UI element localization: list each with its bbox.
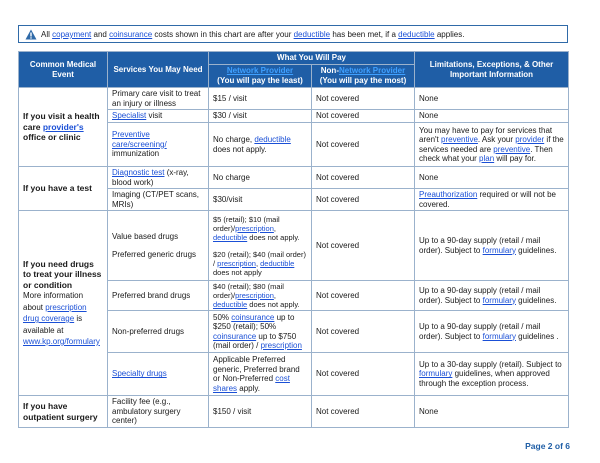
specialist-link[interactable]: Specialist	[112, 111, 147, 121]
header-services: Services You May Need	[108, 52, 209, 88]
service-cell	[108, 167, 209, 189]
cost-text: up to $250 (retail); 50%	[213, 312, 295, 331]
non-network-cost-cell: Not covered	[312, 211, 415, 281]
service-value-based: Value based drugs	[112, 232, 179, 241]
limits-cell	[415, 211, 569, 281]
non-network-cost-cell: Not covered	[312, 311, 415, 353]
deductible-link[interactable]: deductible	[293, 30, 331, 39]
prescription-link[interactable]: prescription	[235, 291, 274, 300]
service-cell: Imaging (CT/PET scans, MRIs)	[108, 189, 209, 211]
network-cost-cell: $15 / visit	[209, 88, 312, 110]
cost-text: does not apply.	[213, 144, 267, 154]
limits-text: if the services needed are	[419, 135, 564, 154]
non-network-provider-link[interactable]: Network Provider	[338, 66, 406, 75]
header-what-you-pay: What You Will Pay	[209, 52, 415, 65]
limits-cell	[415, 281, 569, 311]
limits-text: guidelines.	[515, 245, 557, 255]
table-row	[19, 88, 569, 110]
notice-text: All	[41, 30, 53, 39]
cost-text: ,	[273, 291, 276, 300]
cost-text: does not apply.	[247, 300, 300, 309]
limits-text: guidelines .	[515, 331, 559, 341]
limits-text: Up to a 90-day supply (retail / mail order). Subject to	[419, 236, 541, 255]
formulary-link[interactable]: formulary	[482, 245, 516, 255]
limits-cell: None	[415, 396, 569, 428]
non-network-cost-cell: Not covered	[312, 396, 415, 428]
service-cell: Primary care visit to treat an injury or illness	[108, 88, 209, 110]
limits-cell: None	[415, 88, 569, 110]
limits-cell	[415, 353, 569, 396]
event-text: If you visit a health care	[23, 111, 100, 132]
limits-cell	[415, 311, 569, 353]
event-outpatient-surgery: If you have outpatient surgery	[19, 396, 108, 428]
header-non-network-provider	[312, 65, 415, 88]
non-network-cost-cell: Not covered	[312, 123, 415, 167]
event-text: is available at	[23, 314, 83, 335]
prescription-link[interactable]: prescription	[235, 223, 274, 233]
service-cell: Facility fee (e.g., ambulatory surgery center)	[108, 396, 209, 428]
non-network-cost-cell: Not covered	[312, 353, 415, 396]
limits-text: Up to a 90-day supply (retail / mail order). Subject to	[419, 322, 541, 341]
table-row	[19, 396, 569, 428]
non-network-cost-cell: Not covered	[312, 281, 415, 311]
cost-text: $20 (retail); $40 (mail order) /	[213, 249, 306, 268]
cost-text: Applicable Preferred generic, Preferred brand or Non-Preferred	[213, 355, 300, 383]
deductible-link[interactable]: deductible	[213, 232, 248, 242]
network-sub: (You will pay the least)	[217, 76, 303, 85]
limits-text: . Ask your	[477, 135, 516, 144]
header-network-provider	[209, 65, 312, 88]
limits-text: Up to a 90-day supply (retail / mail order). Subject to	[419, 286, 541, 305]
service-cell	[108, 211, 209, 281]
network-cost-cell	[209, 211, 312, 281]
coinsurance-link[interactable]: coinsurance	[109, 30, 153, 39]
prescription-drug-coverage-link[interactable]: prescription drug coverage	[23, 302, 87, 323]
service-cell	[108, 110, 209, 123]
warning-icon	[25, 29, 37, 40]
cost-text: 50%	[213, 312, 232, 322]
service-cell: Preferred brand drugs	[108, 281, 209, 311]
event-office-visit	[19, 88, 108, 167]
provider-link[interactable]: provider	[515, 135, 545, 144]
non-network-cost-cell: Not covered	[312, 110, 415, 123]
service-cell	[108, 353, 209, 396]
prescription-link[interactable]: prescription	[260, 341, 302, 350]
notice-text: has been met, if a	[330, 30, 399, 39]
cost-shares-link[interactable]: cost shares	[213, 374, 290, 393]
provider-link[interactable]: provider's	[42, 121, 84, 132]
drugs-event-title: If you need drugs to treat your illness or condition	[23, 258, 102, 290]
header-event: Common Medical Event	[19, 52, 108, 88]
deductible-link[interactable]: deductible	[260, 258, 295, 268]
formulary-link[interactable]: formulary	[482, 331, 516, 341]
service-cell: Non-preferred drugs	[108, 311, 209, 353]
event-test: If you have a test	[19, 167, 108, 211]
preventive-link[interactable]: preventive	[493, 144, 531, 154]
formulary-link[interactable]: formulary	[482, 295, 516, 305]
limits-cell	[415, 189, 569, 211]
notice-text: and	[91, 30, 110, 39]
event-drugs	[19, 211, 108, 396]
service-text: (x-ray, blood work)	[112, 168, 189, 187]
network-cost-cell	[209, 353, 312, 396]
limits-cell: None	[415, 167, 569, 189]
benefits-table	[18, 51, 569, 428]
service-text: immunization	[112, 149, 160, 159]
service-preferred-generic: Preferred generic drugs	[112, 249, 197, 259]
deductible-link[interactable]: deductible	[213, 300, 248, 309]
cost-text: does not apply	[213, 267, 262, 277]
limits-text: guidelines.	[515, 295, 557, 305]
network-cost-cell	[209, 311, 312, 353]
table-row	[19, 167, 569, 189]
coinsurance-link[interactable]: coinsurance	[213, 331, 257, 341]
event-text: More information about	[23, 291, 84, 312]
non-network-cost-cell: Not covered	[312, 88, 415, 110]
network-cost-cell: $30 / visit	[209, 110, 312, 123]
cost-text: does not apply.	[247, 232, 300, 242]
cost-text: ,	[255, 258, 261, 268]
preauthorization-link[interactable]: Preauthorization	[419, 190, 478, 199]
network-cost-cell: $150 / visit	[209, 396, 312, 428]
limits-cell	[415, 123, 569, 167]
network-cost-cell	[209, 281, 312, 311]
limits-text: You may have to pay for services that aren't	[419, 125, 553, 144]
page-number: Page 2 of 6	[525, 441, 570, 451]
non-network-cost-cell: Not covered	[312, 189, 415, 211]
cost-text: up to $750 (mail order) /	[213, 331, 297, 350]
copayment-link[interactable]: copayment	[52, 30, 92, 39]
network-cost-cell: No charge	[209, 167, 312, 189]
non-network-cost-cell: Not covered	[312, 167, 415, 189]
limits-text: guidelines, when approved through the exception process.	[419, 369, 550, 388]
network-provider-link[interactable]: Network Provider	[226, 66, 294, 75]
header-limitations: Limitations, Exceptions, & Other Important Information	[415, 52, 569, 88]
cost-notice-banner	[18, 25, 568, 43]
table-row	[19, 211, 569, 281]
formulary-url-link[interactable]: www.kp.org/formulary	[23, 337, 100, 346]
limits-text: Up to a 30-day supply (retail). Subject to	[419, 359, 562, 369]
limits-text: . Then check what your	[419, 144, 553, 163]
cost-text: $40 (retail); $80 (mail order)/	[213, 282, 284, 300]
deductible-link[interactable]: deductible	[254, 135, 291, 144]
network-cost-cell: $30/visit	[209, 189, 312, 211]
diagnostic-test-link[interactable]: Diagnostic test	[112, 168, 165, 177]
cost-text: No charge,	[213, 135, 255, 144]
service-text: visit	[146, 111, 163, 121]
plan-link[interactable]: plan	[479, 154, 495, 163]
preventive-care-link[interactable]: Preventive care/screening/	[112, 130, 167, 149]
cost-text: apply.	[237, 383, 260, 393]
cost-text: ,	[273, 223, 276, 233]
cost-text: $5 (retail); $10 (mail order)/	[213, 214, 280, 233]
notice-text: costs shown in this chart are after your	[152, 30, 294, 39]
limits-text: required or will not be covered.	[419, 190, 556, 209]
limits-text: will pay for.	[494, 154, 536, 163]
event-text: office or clinic	[23, 132, 81, 143]
prescription-link[interactable]: prescription	[217, 258, 256, 268]
specialty-drugs-link[interactable]: Specialty drugs	[112, 369, 167, 379]
non-network-sub: (You will pay the most)	[319, 76, 407, 85]
network-cost-cell	[209, 123, 312, 167]
limits-cell: None	[415, 110, 569, 123]
notice-text: applies.	[434, 30, 465, 39]
service-cell	[108, 123, 209, 167]
preventive-link[interactable]: preventive	[441, 135, 478, 144]
deductible-link[interactable]: deductible	[398, 30, 435, 39]
formulary-link[interactable]: formulary	[419, 369, 453, 379]
non-prefix: Non-	[320, 66, 339, 75]
coinsurance-link[interactable]: coinsurance	[231, 312, 275, 322]
